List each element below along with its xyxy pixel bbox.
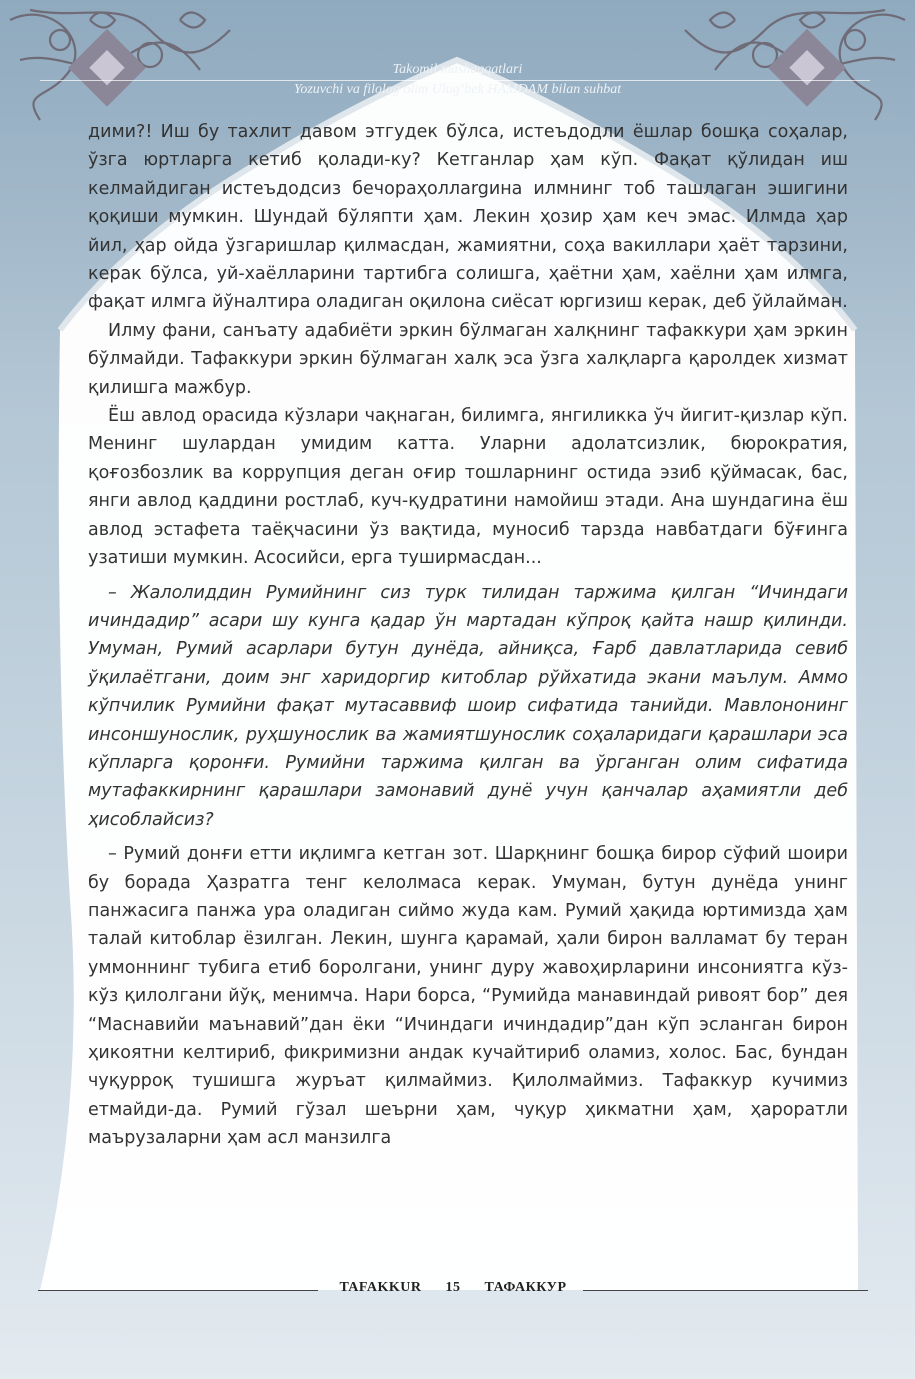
page-number: 15 bbox=[445, 1280, 461, 1295]
footer-rule-left bbox=[38, 1290, 318, 1291]
header-subtitle: Yozuvchi va filolog olim Ulug‘bek HAMDAM bilan suhbat bbox=[293, 82, 622, 97]
paragraph: Илму фани, санъату адабиёти эркин бўлмаган халқнинг тафаккури ҳам эркин бўлмайди. Тафаккури эркин бўлмаган халқ эса ўзга халқларга қаролдек хизмат қилишга мажбур. bbox=[88, 320, 848, 398]
paragraph: Ёш авлод орасида кўзлари чақнаган, билимга, янгиликка ўч йигит-қизлар кўп. Менинг шулардан умидим катта. Уларни адолатсизлик, бюрократия, қоғозбозлик ва коррупция деган оғир тошларнинг остида эзиб қўймасак, бас, янги авлод қаддини ростлаб, куч-қудратини намойиш этади. Ана шундагина ёш авлод эстафета таёқчасини ўз вақтида, муносиб тарзда навбатдаги бўғинга узатиши мумкин. Асосийси, ерга туширмасдан... bbox=[88, 406, 848, 569]
footer-magazine-cyrillic: ТАФАККУР bbox=[484, 1280, 567, 1295]
page-footer bbox=[38, 1280, 868, 1300]
footer-magazine-latin: TAFAKKUR bbox=[339, 1280, 422, 1295]
footer-rule-right bbox=[583, 1290, 868, 1291]
article-body bbox=[88, 118, 848, 1153]
paragraph: дими?! Иш бу тахлит давом этгудек бўлса, истеъдодли ёшлар бошқа соҳалар, ўзга юртларга кетиб қолади-ку? Кетганлар ҳам кўп. Фақат қўлидан иш келмайдиган истеъдодсиз бечораҳоллargина илмнинг тоб ташлаган эшигини қоқиши мумкин. Шундай бўляпти ҳам. Лекин ҳозир ҳам кеч эмас. Илмда ҳар йил, ҳар ойда ўзгаришлар қилмасдан, жамиятни, соҳа вакиллари ҳаёт тарзини, керак бўлса, уй-хаёлларини тартибга солишга, ҳаётни ҳам, хаёлни ҳам илмга, фақат илмга йўналтира оладиган оқилона сиёсат юргизиш керак, деб ўйлайман. bbox=[88, 122, 848, 313]
interview-question: – Жалолиддин Румийнинг сиз турк тилидан таржима қилган “Ичиндаги ичиндадир” асари шу кунга қадар ўн мартадан кўпроқ қайта нашр қилинди. Умуман, Румий асарлари бутун дунёда, айниқса, Ғарб давлатларида севиб ўқилаётгани, доим энг харидоргир китоблар рўйхатида экани маълум. Аммо кўпчилик Румийни фақат мутасаввиф шоир сифатида танийди. Мавлононинг инсоншунослик, руҳшунослик ва жамиятшунослик соҳаларидаги қарашлари эса кўпларга қоронғи. Румийни таржима қилган ва ўрганган олим сифатида мутафаккирнинг қарашлари замонавий дунё учун қанчалар аҳамиятли деб ҳисоблайсиз? bbox=[88, 582, 848, 830]
header-title: Takomil mashaqqatlari bbox=[392, 62, 523, 77]
header-rule bbox=[40, 80, 870, 81]
footer-label bbox=[328, 1280, 578, 1296]
interview-answer: – Румий донғи етти иқлимга кетган зот. Шарқнинг бошқа бирор сўфий шоири бу борада Ҳазратга тенг келолмаса керак. Умуман, бутун дунёда унинг панжасига панжа ура оладиган сиймо жуда кам. Румий ҳақида юртимизда ҳам талай китоблар ёзилган. Лекин, шунга қарамай, ҳали бирон валламат бу теран уммоннинг тубига етиб боролгани, унинг дуру жавоҳирларини инсониятга кўз-кўз қилолгани йўқ, менимча. Нари борса, “Румийда манавиндай ривоят бор” дея “Маснавийи маънавий”дан ёки “Ичиндаги ичиндадир”дан кўп эсланган бирон ҳикоятни келтириб, фикримизни андак кучайтириб оламиз, холос. Бас, бундан чуқурроқ тушишга журъат қилмаймиз. Қилолмаймиз. Тафаккур кучимиз етмайди-да. Румий гўзал шеърни ҳам, чуқур ҳикматни ҳам, ҳароратли маърузаларни ҳам асл манзилга bbox=[88, 844, 848, 1149]
